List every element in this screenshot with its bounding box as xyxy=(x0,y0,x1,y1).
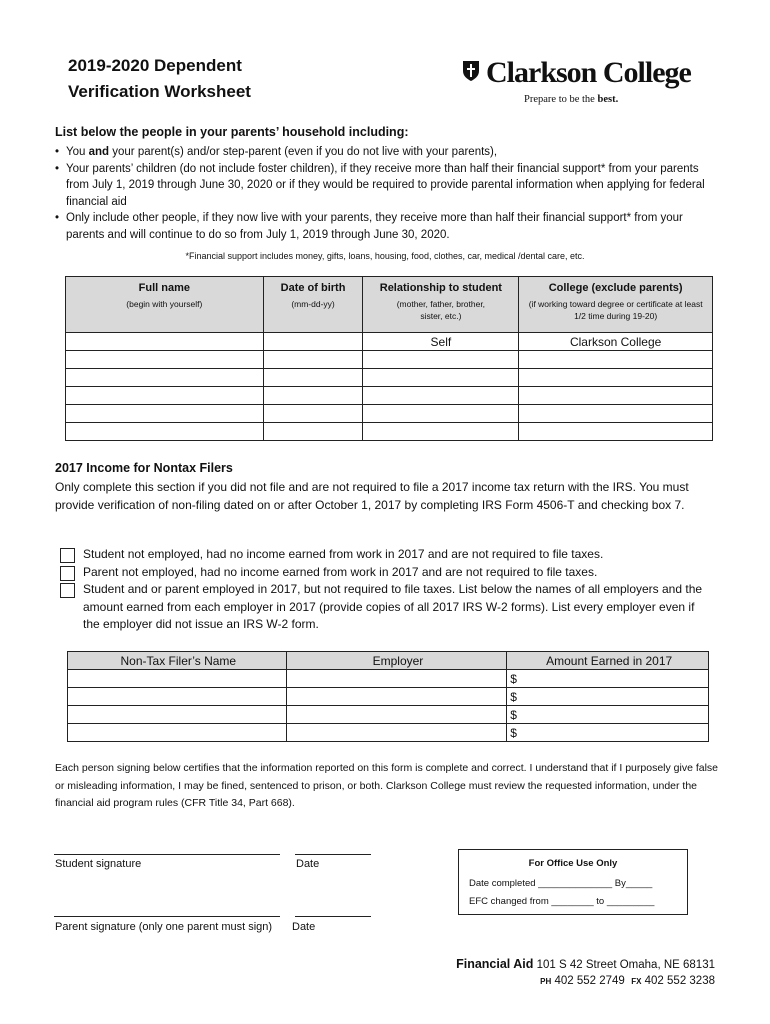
cell-amount[interactable]: $ xyxy=(507,706,709,724)
tagline-bold: best. xyxy=(597,94,619,105)
table-row xyxy=(68,670,709,688)
cell-date-of-birth[interactable] xyxy=(263,405,363,423)
cell-full-name[interactable] xyxy=(66,369,264,387)
cell-relationship[interactable] xyxy=(363,423,519,441)
table-row xyxy=(68,706,709,724)
table-row xyxy=(66,351,713,369)
student-signature-label: Student signature xyxy=(55,858,142,870)
checkbox-label: Parent not employed, had no income earned from work in 2017 and are not required to file taxes. xyxy=(83,564,598,579)
nontax-instructions: Only complete this section if you did not file and are not required to file a 2017 income tax return with the IRS. You must provide verification of non-filing dated on or after October 1, 2017 by completing IRS Form 4506-T and checking box 7. xyxy=(55,480,689,512)
cell-relationship[interactable] xyxy=(363,387,519,405)
efc-changed-line: EFC changed from ________ to _________ xyxy=(469,896,655,907)
date-completed-line: Date completed ______________ By_____ xyxy=(469,878,653,889)
cell-employer[interactable] xyxy=(286,670,507,688)
bullet-item: • Your parents’ children (do not include foster children), if they receive more than half their financial support* from your parents from July 1, 2019 through June 30, 2020 or if they would be required to provide parental information when applying for federal financial aid xyxy=(55,161,715,211)
footer-phone-line xyxy=(456,973,715,990)
cell-college[interactable] xyxy=(519,405,713,423)
employer-table xyxy=(67,651,709,742)
checkbox-label: Student and or parent employed in 2017, but not required to file taxes. List below the names of all employers and the amount earned from each employer in 2017 (provide copies of all 2017 IRS W-2 forms). List every employer even if the employer did not issue an IRS W-2 form. xyxy=(83,582,703,631)
cell-date-of-birth[interactable] xyxy=(263,333,363,351)
col-title: Date of birth xyxy=(280,282,346,294)
shield-icon xyxy=(462,60,480,82)
cell-filer-name[interactable] xyxy=(68,706,287,724)
student-date-line[interactable] xyxy=(295,854,371,855)
cell-amount[interactable]: $ xyxy=(507,688,709,706)
office-use-title: For Office Use Only xyxy=(528,858,618,869)
household-heading: List below the people in your parents’ household including: xyxy=(55,125,409,139)
bullet-item: • You and your parent(s) and/or step-parent (even if you do not live with your parents), xyxy=(55,144,715,161)
logo-tagline xyxy=(524,94,618,105)
phone-number: 402 552 2749 xyxy=(554,975,625,987)
tagline-text: Prepare to be the xyxy=(524,94,598,105)
cell-filer-name[interactable] xyxy=(68,670,287,688)
cell-college[interactable] xyxy=(519,387,713,405)
fax-abbr: FX xyxy=(631,977,642,986)
col-title: Relationship to student xyxy=(379,282,502,294)
parent-date-line[interactable] xyxy=(295,916,371,917)
cell-date-of-birth[interactable] xyxy=(263,369,363,387)
student-date-label: Date xyxy=(296,858,320,870)
student-not-employed-checkbox[interactable] xyxy=(60,548,75,563)
col-filer-name: Non-Tax Filer’s Name xyxy=(68,652,287,670)
col-amount-earned: Amount Earned in 2017 xyxy=(507,652,709,670)
cell-full-name[interactable] xyxy=(66,423,264,441)
phone-abbr: PH xyxy=(540,977,552,986)
cell-date-of-birth[interactable] xyxy=(263,351,363,369)
cell-employer[interactable] xyxy=(286,724,507,742)
parent-signature-label: Parent signature (only one parent must sign) xyxy=(55,921,273,933)
bullet-emphasis: and xyxy=(88,146,110,158)
support-footnote: *Financial support includes money, gifts, loans, housing, food, clothes, car, medical /dental care, etc. xyxy=(185,251,585,261)
cell-relationship[interactable] xyxy=(363,351,519,369)
parent-signature-line[interactable] xyxy=(54,916,280,917)
checkbox-label: Student not employed, had no income earned from work in 2017 and are not required to file taxes. xyxy=(83,547,604,561)
employed-not-required-checkbox[interactable] xyxy=(60,583,75,598)
parent-not-employed-checkbox[interactable] xyxy=(60,566,75,581)
table-header-row xyxy=(68,652,709,670)
col-subtitle: (if working toward degree or certificate at least 1/2 time during 19-20) xyxy=(528,299,703,321)
table-header-row xyxy=(66,277,713,333)
certification-statement: Each person signing below certifies that the information reported on this form is complete and correct. I understand that if I purposely give false or misleading information, I may be fined, sentenced to prison, or both. Clarkson College must review the requested information, under the financial aid program rules (CFR Title 34, Part 668). xyxy=(55,762,719,809)
table-row xyxy=(66,423,713,441)
cell-full-name[interactable] xyxy=(66,333,264,351)
col-subtitle: (mm-dd-yy) xyxy=(291,299,335,309)
cell-relationship[interactable] xyxy=(363,405,519,423)
col-full-name xyxy=(66,277,264,333)
col-title: College (exclude parents) xyxy=(548,282,683,294)
cell-full-name[interactable] xyxy=(66,405,264,423)
cell-date-of-birth[interactable] xyxy=(263,387,363,405)
col-date-of-birth xyxy=(263,277,363,333)
table-row xyxy=(66,405,713,423)
cell-college[interactable] xyxy=(519,423,713,441)
checkbox-row xyxy=(60,581,710,634)
cell-full-name[interactable] xyxy=(66,387,264,405)
cell-employer[interactable] xyxy=(286,688,507,706)
nontax-checkbox-list xyxy=(60,546,710,634)
financial-aid-label: Financial Aid xyxy=(456,957,534,971)
cell-college[interactable] xyxy=(519,351,713,369)
cell-full-name[interactable] xyxy=(66,351,264,369)
nontax-heading: 2017 Income for Nontax Filers xyxy=(55,461,233,475)
table-row xyxy=(66,387,713,405)
cell-amount[interactable]: $ xyxy=(507,670,709,688)
cell-filer-name[interactable] xyxy=(68,688,287,706)
parent-date-label: Date xyxy=(292,921,316,933)
student-signature-line[interactable] xyxy=(54,854,280,855)
col-subtitle: (mother, father, brother, sister, etc.) xyxy=(396,299,486,321)
cell-relationship[interactable]: Self xyxy=(363,333,519,351)
col-subtitle: (begin with yourself) xyxy=(126,299,203,309)
cell-college[interactable]: Clarkson College xyxy=(519,333,713,351)
financial-aid-footer xyxy=(456,956,715,990)
col-college xyxy=(519,277,713,333)
cell-filer-name[interactable] xyxy=(68,724,287,742)
checkbox-row xyxy=(60,546,710,564)
checkbox-row xyxy=(60,564,710,582)
cell-date-of-birth[interactable] xyxy=(263,423,363,441)
household-bullets xyxy=(55,144,715,243)
cell-relationship[interactable] xyxy=(363,369,519,387)
footer-address: 101 S 42 Street Omaha, NE 68131 xyxy=(536,959,715,971)
cell-college[interactable] xyxy=(519,369,713,387)
bullet-item: • Only include other people, if they now live with your parents, they receive more than half their financial support* from your parents and will continue to do so from July 1, 2019 through June 30, 2020. xyxy=(55,210,715,243)
cell-employer[interactable] xyxy=(286,706,507,724)
page-title xyxy=(68,53,251,105)
fax-number: 402 552 3238 xyxy=(644,975,715,987)
title-line-1: 2019-2020 Dependent xyxy=(68,56,242,75)
table-row xyxy=(68,724,709,742)
col-employer: Employer xyxy=(286,652,507,670)
college-logo xyxy=(462,56,712,108)
office-use-box xyxy=(458,849,688,915)
table-row xyxy=(66,369,713,387)
title-line-2: Verification Worksheet xyxy=(68,82,251,101)
col-relationship xyxy=(363,277,519,333)
table-row xyxy=(66,333,713,351)
col-title: Full name xyxy=(138,282,190,294)
footer-address-line xyxy=(456,956,715,973)
household-table xyxy=(65,276,713,441)
cell-amount[interactable]: $ xyxy=(507,724,709,742)
logo-wordmark: Clarkson College xyxy=(486,56,691,89)
table-row xyxy=(68,688,709,706)
